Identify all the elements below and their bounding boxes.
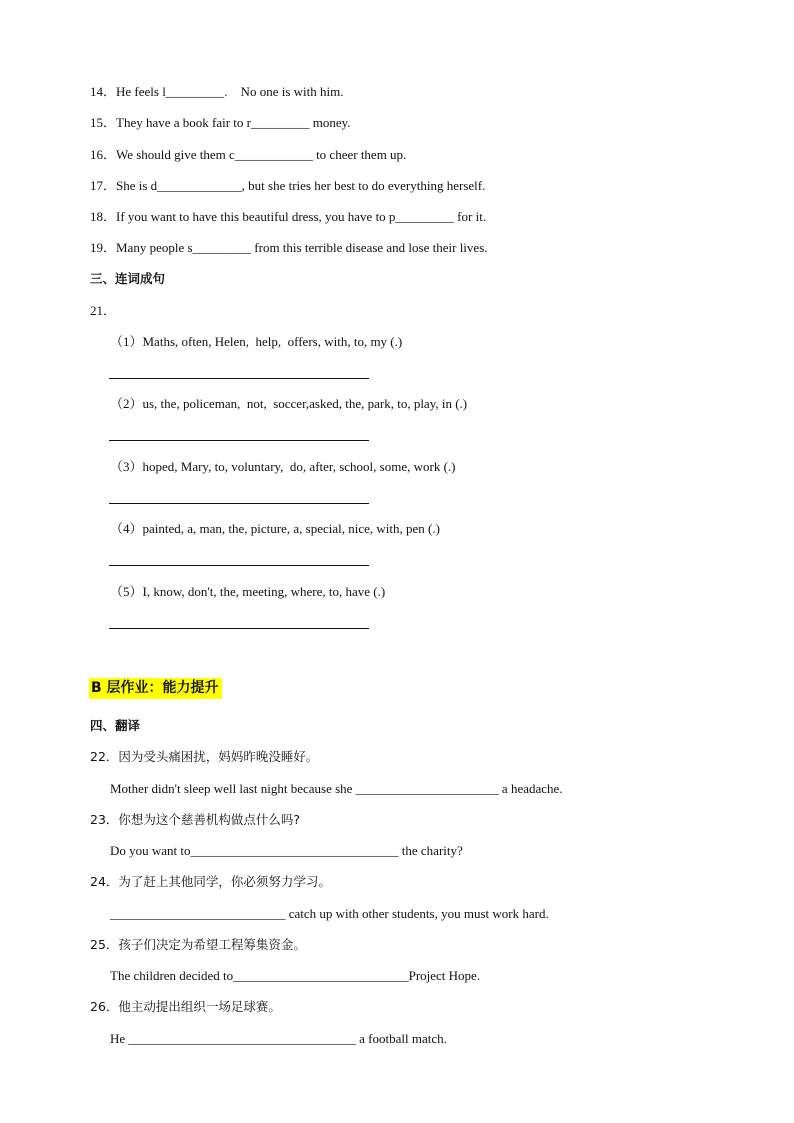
answer-line-4[interactable] bbox=[109, 565, 369, 566]
question-21-number: 21． bbox=[90, 303, 117, 318]
question-25-english: The children decided to___________________________Project Hope. bbox=[110, 968, 481, 983]
question-21-part-2: （2）us, the, policeman, not, soccer,asked, the, park, to, play, in (.) bbox=[110, 396, 468, 411]
layer-b-label: B 层作业：能力提升 bbox=[89, 678, 222, 699]
question-26-chinese: 26．他主动提出组织一场足球赛。 bbox=[90, 999, 281, 1014]
question-26-english: He ___________________________________ a football match. bbox=[110, 1031, 447, 1046]
question-23-chinese: 23．你想为这个慈善机构做点什么吗? bbox=[90, 812, 301, 827]
answer-line-1[interactable] bbox=[109, 378, 369, 379]
question-25-chinese: 25．孩子们决定为希望工程筹集资金。 bbox=[90, 937, 306, 952]
question-21-part-1: （1）Maths, often, Helen, help, offers, with, to, my (.) bbox=[110, 334, 403, 349]
question-21-part-5: （5）I, know, don't, the, meeting, where, to, have (.) bbox=[110, 584, 386, 599]
question-24-chinese: 24．为了赶上其他同学，你必须努力学习。 bbox=[90, 874, 331, 889]
question-16: 16．We should give them c____________ to cheer them up. bbox=[90, 147, 407, 162]
question-19: 19．Many people s_________ from this terrible disease and lose their lives. bbox=[90, 240, 488, 255]
question-22-english: Mother didn't sleep well last night because she ______________________ a headache. bbox=[110, 781, 563, 796]
answer-line-3[interactable] bbox=[109, 503, 369, 504]
question-23-english: Do you want to________________________________ the charity? bbox=[110, 843, 463, 858]
question-21-part-4: （4）painted, a, man, the, picture, a, special, nice, with, pen (.) bbox=[110, 521, 440, 536]
question-15: 15．They have a book fair to r_________ money. bbox=[90, 115, 351, 130]
question-14: 14．He feels l_________. No one is with him. bbox=[90, 84, 344, 99]
answer-line-5[interactable] bbox=[109, 628, 369, 629]
question-22-chinese: 22．因为受头痛困扰，妈妈昨晚没睡好。 bbox=[90, 749, 319, 764]
section-heading-sentence-building: 三、连词成句 bbox=[90, 271, 166, 286]
answer-line-2[interactable] bbox=[109, 440, 369, 441]
question-24-english: ___________________________ catch up with other students, you must work hard. bbox=[110, 906, 549, 921]
section-heading-translation: 四、翻译 bbox=[90, 718, 141, 733]
question-18: 18．If you want to have this beautiful dress, you have to p_________ for it. bbox=[90, 209, 487, 224]
question-17: 17．She is d_____________, but she tries her best to do everything herself. bbox=[90, 178, 486, 193]
question-21-part-3: （3）hoped, Mary, to, voluntary, do, after, school, some, work (.) bbox=[110, 459, 456, 474]
